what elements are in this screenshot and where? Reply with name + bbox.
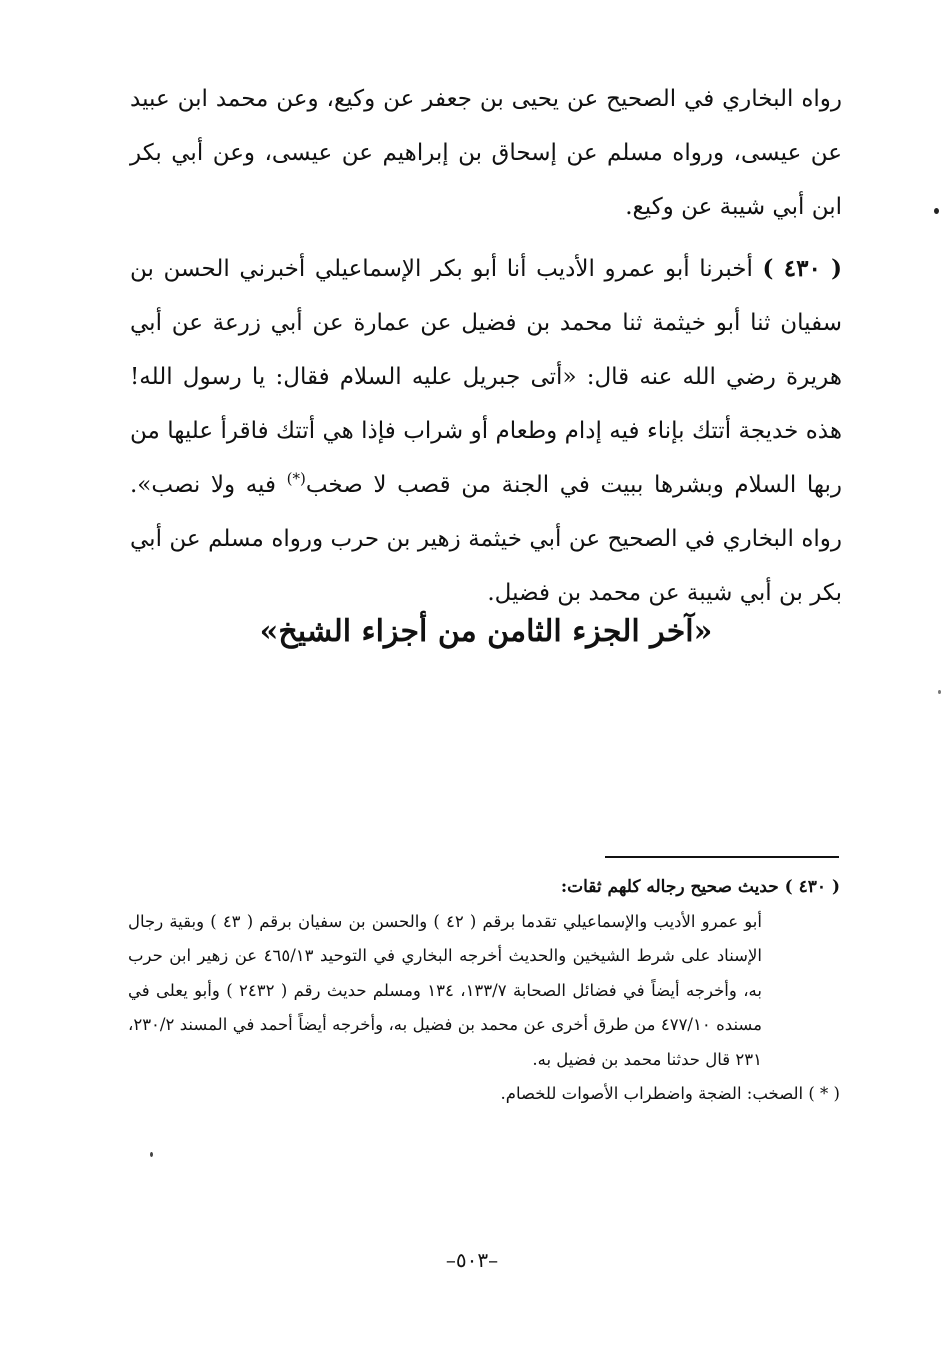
footnote-divider	[605, 856, 839, 858]
hadith-text-part-2: فيه ولا نصب». رواه البخاري في الصحيح عن أبي خيثمة زهير بن حرب ورواه مسلم عن أبي بكر بن أبي شيبة عن محمد بن فضيل.	[130, 472, 842, 606]
paragraph-1: رواه البخاري في الصحيح عن يحيى بن جعفر عن وكيع، وعن محمد ابن عبيد عن عيسى، ورواه مسلم عن إسحاق بن إبراهيم عن عيسى، وعن أبي بكر ابن أبي شيبة عن وكيع.	[130, 86, 842, 220]
closing-title: «آخر الجزء الثامن من أجزاء الشيخ»	[259, 614, 713, 649]
hadith-text-part-1: أخبرنا أبو عمرو الأديب أنا أبو بكر الإسماعيلي أخبرني الحسن بن سفيان ثنا أبو خيثمة ثنا محمد بن فضيل عن عمارة عن أبي زرعة عن أبي هريرة رضي الله عنه قال: «أتى جبريل عليه السلام فقال: يا رسول الله! هذه خديجة أتتك بإناء فيه إدام وطعام أو شراب فإذا هي أتتك فاقرأ عليها من ربها السلام وبشرها ببيت في الجنة من قصب لا صخب	[130, 256, 842, 498]
main-text	[130, 72, 842, 620]
footnote-star-mark: ( * )	[808, 1084, 840, 1103]
scan-speck	[938, 690, 941, 694]
footnotes	[128, 870, 840, 1112]
page-number: –٥٠٣–	[445, 1248, 499, 1272]
scan-speck	[150, 1152, 153, 1157]
footnote-body: أبو عمرو الأديب والإسماعيلي تقدما برقم ( ٤٢ ) والحسن بن سفيان برقم ( ٤٣ ) وبقية رجال الإسناد على شرط الشيخين والحديث أخرجه البخاري في التوحيد ٤٦٥/١٣ عن زهير ابن حرب به، وأخرجه أيضاً في فضائل الصحابة ١٣٣/٧، ١٣٤ ومسلم حديث رقم ( ٢٤٣٢ ) وأبو يعلى في مسنده ٤٧٧/١٠ من طرق أخرى عن محمد بن فضيل به، وأخرجه أيضاً أحمد في المسند ٢٣٠/٢، ٢٣١ قال حدثنا محمد بن فضيل به.	[128, 911, 762, 1069]
footnote-star-text: الصخب: الضجة واضطراب الأصوات للخصام.	[500, 1084, 804, 1103]
hadith-number: ( ٤٣٠ )	[762, 255, 842, 282]
scan-speck	[934, 208, 939, 214]
footnote-marker[interactable]: (*)	[286, 469, 306, 488]
footnote-title: ( ٤٣٠ ) حديث صحيح رجاله كلهم ثقات:	[560, 877, 840, 897]
footnote-star	[128, 1077, 840, 1112]
paragraph-hadith-430	[130, 242, 842, 620]
